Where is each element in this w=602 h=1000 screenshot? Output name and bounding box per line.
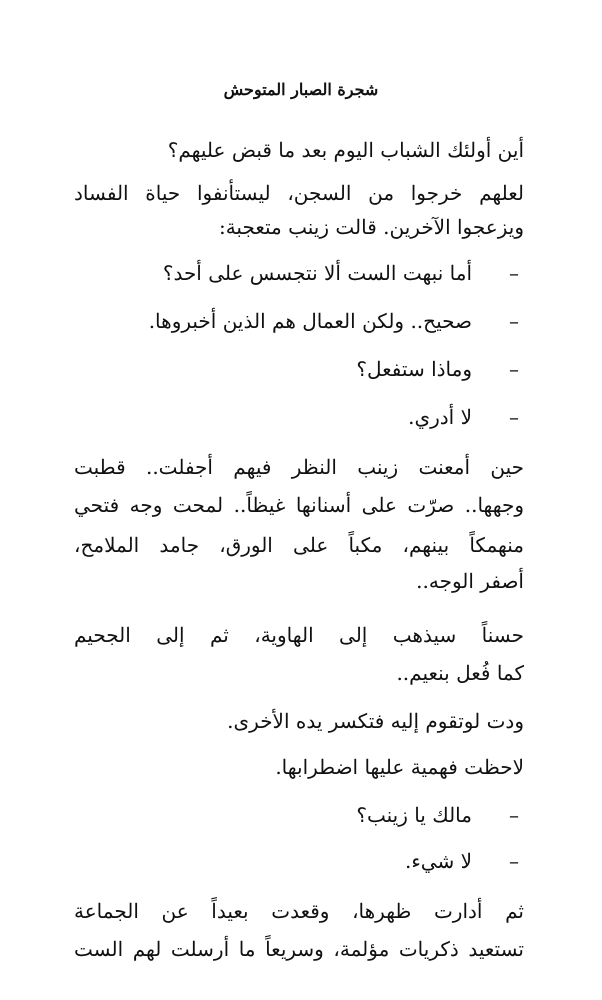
paragraph-2-line-2: وجهها.. صرّت على أسنانها غيظاً.. لمحت وجه فتحي <box>74 493 524 517</box>
paragraph-1-line-2: لعلهم خرجوا من السجن، ليستأنفوا حياة الفساد <box>74 181 524 205</box>
paragraph-6-line-1: ثم أدارت ظهرها، وقعدت بعيداً عن الجماعة <box>74 899 524 923</box>
paragraph-4-line-1: ودت لوتقوم إليه فتكسر يده الأخرى. <box>227 709 524 733</box>
dialogue-dash: – <box>509 357 519 381</box>
dialogue-text: أما نبهت الست ألا نتجسس على أحد؟ <box>162 261 472 285</box>
paragraph-1-line-3: ويزعجوا الآخرين. قالت زينب متعجبة: <box>218 215 524 239</box>
dialogue-text: مالك يا زينب؟ <box>356 803 472 827</box>
paragraph-3-line-1: حسناً سيذهب إلى الهاوية، ثم إلى الجحيم <box>74 623 524 647</box>
dialogue-line-1 <box>74 258 524 288</box>
paragraph-1-line-1: أين أولئك الشباب اليوم بعد ما قبض عليهم؟ <box>167 138 524 162</box>
dialogue-dash: – <box>509 803 519 827</box>
dialogue-dash: – <box>509 849 519 873</box>
paragraph-6-line-2: تستعيد ذكريات مؤلمة، وسريعاً ما أرسلت لهم الست <box>74 937 524 961</box>
dialogue-text: لا أدري. <box>408 405 472 429</box>
dialogue-line-3 <box>74 354 524 384</box>
dialogue-dash: – <box>509 405 519 429</box>
dialogue-line-2 <box>74 306 524 336</box>
dialogue-line-4 <box>74 402 524 432</box>
dialogue-line-6 <box>74 846 524 876</box>
paragraph-3-line-2: كما فُعل بنعيم.. <box>396 661 524 685</box>
dialogue-dash: – <box>509 309 519 333</box>
dialogue-line-5 <box>74 800 524 830</box>
paragraph-5-line-1: لاحظت فهمية عليها اضطرابها. <box>275 755 524 779</box>
chapter-title: شجرة الصبار المتوحش <box>223 80 379 99</box>
paragraph-2-line-4: أصفر الوجه.. <box>416 569 524 593</box>
paragraph-2-line-1: حين أمعنت زينب النظر فيهم أجفلت.. قطبت <box>74 455 524 479</box>
dialogue-dash: – <box>509 261 519 285</box>
dialogue-text: لا شيء. <box>405 849 472 873</box>
dialogue-text: صحيح.. ولكن العمال هم الذين أخبروها. <box>148 309 472 333</box>
dialogue-text: وماذا ستفعل؟ <box>356 357 472 381</box>
paragraph-2-line-3: منهمكاً بينهم، مكباً على الورق، جامد الملامح، <box>74 533 524 557</box>
